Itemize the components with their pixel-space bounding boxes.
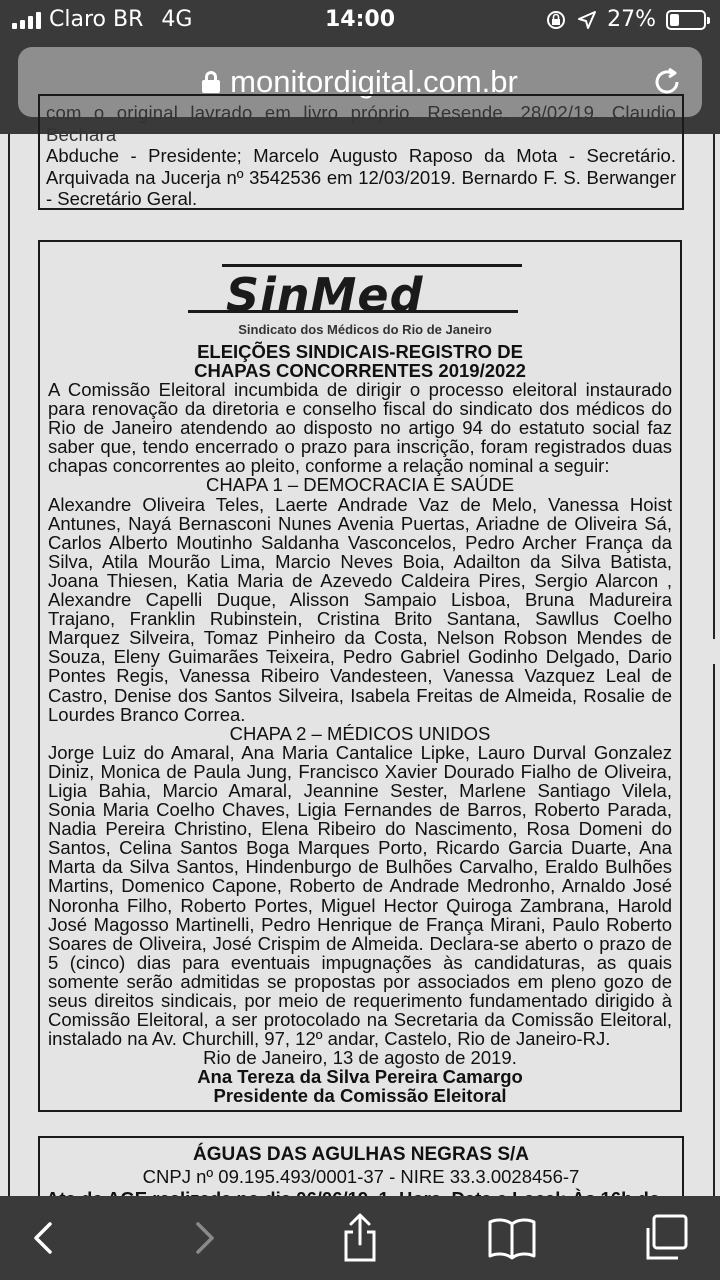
logo-subtitle: Sindicato dos Médicos do Rio de Janeiro bbox=[238, 322, 492, 337]
signer-role: Presidente da Comissão Eleitoral bbox=[213, 1085, 507, 1107]
share-icon[interactable] bbox=[332, 1210, 388, 1266]
location-arrow-icon bbox=[577, 10, 597, 30]
tabs-icon[interactable] bbox=[638, 1210, 694, 1266]
clock: 14:00 bbox=[324, 7, 396, 32]
chapa1-title: CHAPA 1 – DEMOCRACIA E SAÚDE bbox=[205, 474, 515, 496]
previous-notice-line: Abduche - Presidente; Marcelo Augusto Raposo da Mota - Secretário. bbox=[46, 145, 676, 166]
url-text: monitordigital.com.br bbox=[230, 64, 518, 99]
previous-notice-line: Arquivada na Jucerja nº 3542536 em 12/03/2019. Bernardo F. S. Berwanger bbox=[46, 166, 676, 188]
sinmed-logo bbox=[180, 254, 550, 344]
column-rule-right-lower bbox=[713, 664, 715, 1196]
lock-icon bbox=[202, 71, 220, 93]
column-rule-right bbox=[713, 134, 715, 639]
browser-toolbar bbox=[0, 1196, 720, 1280]
battery-percent: 27% bbox=[607, 7, 656, 32]
network-label: 4G bbox=[161, 7, 193, 32]
notice-content bbox=[48, 342, 672, 1106]
chevron-right-icon[interactable] bbox=[176, 1210, 232, 1266]
battery-icon bbox=[666, 10, 706, 30]
next-notice-registry: CNPJ nº 09.195.493/0001-37 - NIRE 33.3.0028456-7 bbox=[142, 1166, 580, 1187]
sinmed-notice-box bbox=[38, 240, 682, 1112]
logo-wordmark: SinMed bbox=[226, 268, 424, 322]
chapa1-members: Alexandre Oliveira Teles, Laerte Andrade Vaz de Melo, Vanessa Hoist Antunes, Nayá Bernasconi Nunes Avenia Puertas, Ariadne de Oliveira Sá, Carlos Alberto Moutinho Saldanha Vasconcelos, Pedro Archer França da Silva, Atila Mourão Lima, Marcio Neves Boia, Adailton da Silva Batista, Joana Thiesen, Katia Maria de Azevedo Caldeira Pires, Sergio Alarcon , Alexandre Capelli Duque, Alisson Sampaio Lisboa, Bruna Madureira Trajano, Franklin Rubinstein, Cristina Brito Santana, Sawllus Coelho Marquez Silveira, Tomaz Pinheiro da Costa, Nelson Robson Mendes de Souza, Eleny Guimarães Teixeira, Pedro Gabriel Godinho Delgado, Dario Pontes Regis, Vanessa Ribeiro Vandesteen, Vanessa Vazquez Leal de Castro, Denise dos Santos Silveira, Isabela Freitas de Almeida, Rosalie de Lourdes Branco Correa. bbox=[48, 493, 672, 725]
chapa2-title: CHAPA 2 – MÉDICOS UNIDOS bbox=[229, 722, 491, 744]
next-notice-title: ÁGUAS DAS AGULHAS NEGRAS S/A bbox=[192, 1144, 530, 1165]
column-rule-left bbox=[8, 134, 10, 1196]
date-line: Rio de Janeiro, 13 de agosto de 2019. bbox=[203, 1047, 517, 1069]
notice-title-line2: CHAPAS CONCORRENTES 2019/2022 bbox=[194, 360, 526, 381]
signer-name: Ana Tereza da Silva Pereira Camargo bbox=[197, 1066, 523, 1088]
previous-notice-box bbox=[38, 94, 684, 210]
previous-notice-line: - Secretário Geral. bbox=[46, 188, 198, 209]
rotation-lock-icon bbox=[545, 9, 567, 31]
previous-notice-cut-line: com o original lavrado em livro próprio. Resende, 28/02/19. Claudio Bechara bbox=[46, 102, 676, 145]
carrier-label: Claro BR bbox=[49, 7, 144, 32]
notice-intro: A Comissão Eleitoral incumbida de dirigir o processo eleitoral instaurado para renovação da diretoria e conselho fiscal do sindicato dos médicos do Rio de Janeiro atendendo ao disposto no artigo 94 do estatuto social faz saber que, tendo encerrado o prazo para inscrição, foram registrados duas chapas concorrentes ao pleito, conforme a relação nominal a seguir: bbox=[48, 379, 672, 477]
status-bar bbox=[0, 0, 720, 40]
chapa2-members: Jorge Luiz do Amaral, Ana Maria Cantalice Lipke, Lauro Durval Gonzalez Diniz, Monica de Paula Jung, Francisco Xavier Dourado Fialho de Oliveira, Ligia Bahia, Marcio Amaral, Jeannine Sester, Marlene Santiago Vilela, Sonia Maria Coelho Chaves, Ligia Fernandes de Barros, Roberto Parada, Nadia Pereira Christino, Elena Ribeiro do Nascimento, Rosa Domeni do Santos, Celina Santos Boga Marques Porto, Ricardo Garcia Duarte, Ana Marta da Silva Santos, Hindenburgo de Bulhões Carvalho, Eraldo Bulhões Martins, Domenico Capone, Roberto de Andrade Medronho, Arnaldo José Noronha Filho, Roberto Portes, Miguel Hector Quiroga Zambrana, Harold José Magosso Martinelli, Pedro Henrique de França Mirani, Paulo Roberto Soares de Oliveira, José Crispim de Almeida. Declara-se aberto o prazo de 5 (cinco) dias para eventuais impugnações às candidaturas, as quais somente serão admitidas se propostas por associados em pleno gozo de seus direitos sindicais, por meio de requerimento fundamentado dirigido à Comissão Eleitoral, a ser protocolado na Secretaria da Comissão Eleitoral, instalado na Av. Churchill, 97, 12º andar, Castelo, Rio de Janeiro-RJ. bbox=[48, 741, 672, 1050]
chevron-left-icon[interactable] bbox=[14, 1210, 70, 1266]
web-page[interactable] bbox=[0, 102, 720, 1196]
notice-title-line1: ELEIÇÕES SINDICAIS-REGISTRO DE bbox=[197, 341, 523, 362]
book-icon[interactable] bbox=[484, 1210, 540, 1266]
status-icons bbox=[545, 7, 706, 32]
